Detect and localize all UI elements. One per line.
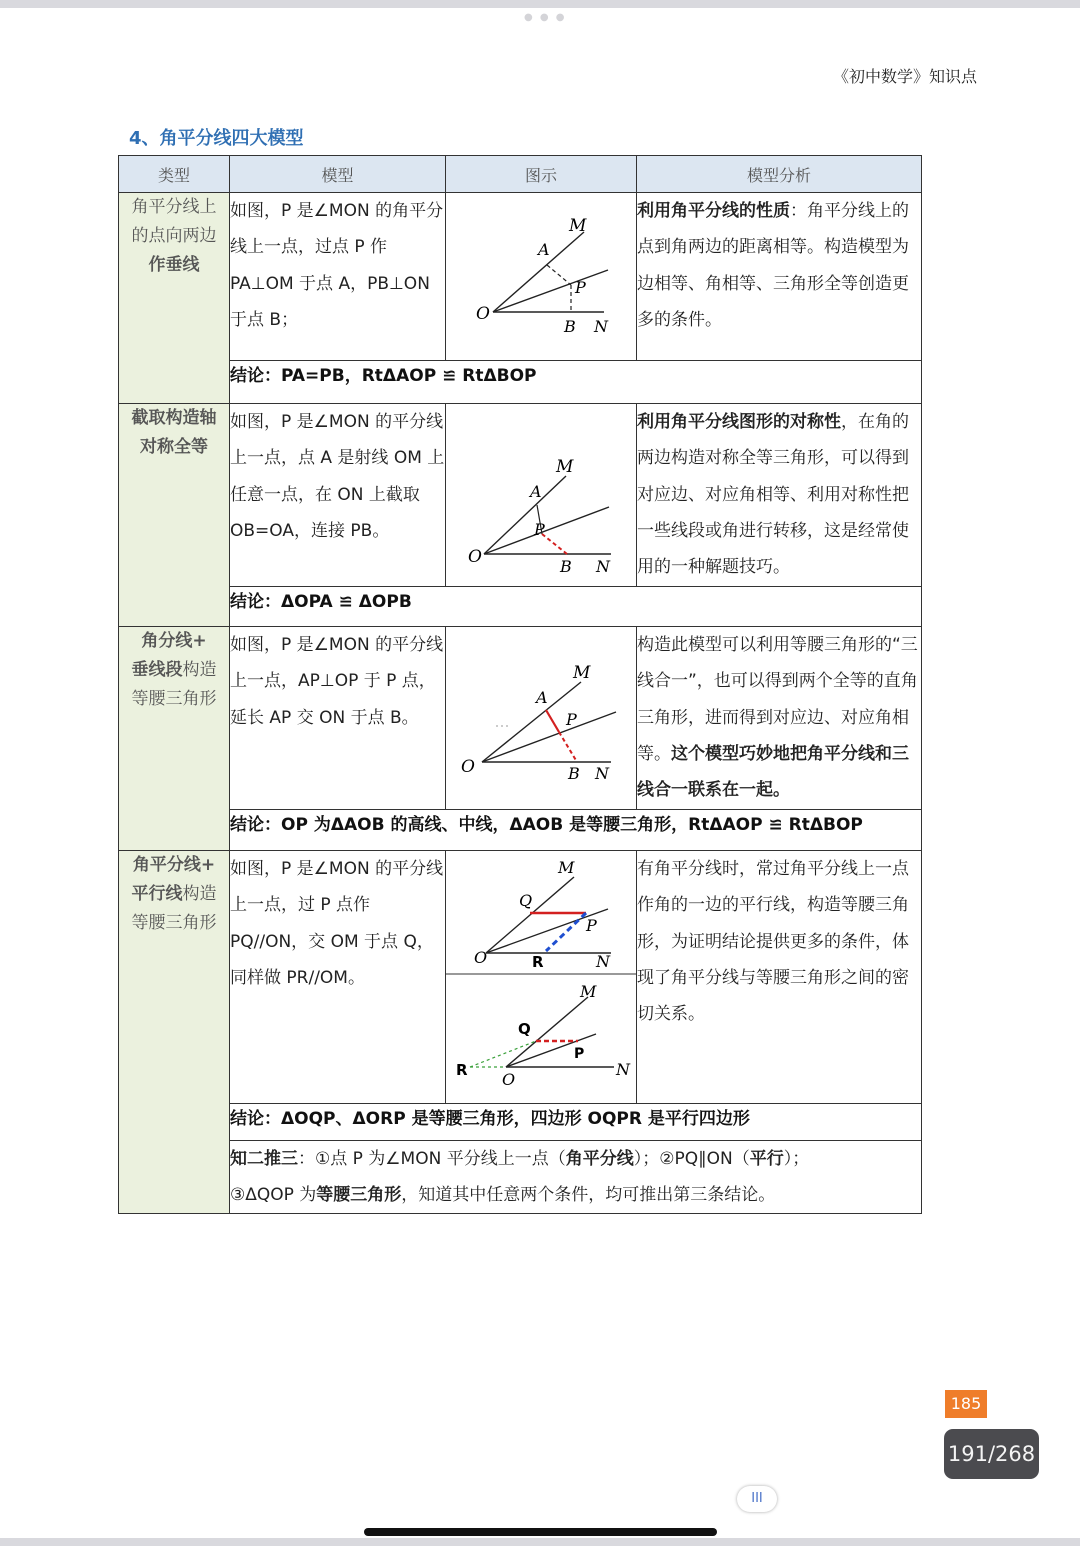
row4-bottom-label-r: R: [456, 1061, 468, 1079]
row3-diagram: [446, 627, 636, 802]
menu-icon[interactable]: III: [737, 1486, 777, 1512]
table-row: [119, 404, 922, 587]
model-table: [118, 155, 922, 1214]
home-indicator[interactable]: [364, 1528, 717, 1536]
row1-model: 如图，P 是∠MON 的角平分线上一点，过点 P 作 PA⊥OM 于点 A，PB⊥ON 于点 B；: [230, 193, 446, 361]
summary-row: [119, 1141, 922, 1214]
row3-figure: [446, 627, 637, 810]
row2-label-o: O: [468, 547, 482, 567]
row2-type: [119, 404, 230, 627]
row4-bottom-label-p: P: [574, 1046, 585, 1062]
row4-type: [119, 851, 230, 1214]
table-row: [119, 851, 922, 1104]
row2-conclusion: 结论：ΔOPA ≌ ΔOPB: [230, 587, 922, 627]
row3-label-n: N: [595, 764, 609, 783]
summary-bold-1: 角平分线: [565, 1149, 634, 1169]
row1-type: [119, 193, 230, 404]
summary-text-5: ，知道其中任意两个条件，均可推出第三条结论。: [401, 1185, 776, 1205]
row3-label-a: A: [536, 688, 548, 707]
row3-analysis-plain: 构造此模型可以利用等腰三角形的“三线合一”，也可以得到两个全等的直角三角形，进而得到对应边、对应角相等。: [637, 635, 918, 764]
row1-analysis: [637, 193, 922, 361]
row4-type-bold2: 平行线: [131, 884, 183, 904]
book-title: 《初中数学》知识点: [832, 67, 977, 86]
row2-analysis: [637, 404, 922, 587]
row1-analysis-plain: ：角平分线上的点到角两边的距离相等。构造模型为 边相等、角相等、三角形全等创造更多的条件。: [637, 201, 909, 330]
row2-figure: [446, 404, 637, 587]
row2-label-p: P: [534, 520, 545, 539]
row2-label-b: B: [560, 557, 572, 576]
row4-bottom-label-m: M: [580, 982, 597, 1001]
summary-text-4: ③ΔQOP 为: [230, 1185, 317, 1205]
row4-top-label-p: P: [586, 916, 597, 935]
row1-diagram: [446, 193, 636, 353]
row1-figure: [446, 193, 637, 361]
row1-label-p: P: [575, 278, 586, 297]
row3-model: 如图，P 是∠MON 的平分线上一点，AP⊥OP 于 P 点，延长 AP 交 ON 于点 B。: [230, 627, 446, 810]
row4-top-label-m: M: [558, 858, 575, 877]
row1-analysis-bold: 利用角平分线的性质: [637, 201, 790, 221]
header-figure: 图示: [446, 156, 637, 193]
row4-analysis: 有角平分线时，常过角平分线上一点作角的一边的平行线，构造等腰三角形，为证明结论提供更多的条件，体现了角平分线与等腰三角形之间的密切关系。: [637, 851, 922, 1104]
row3-type-plain: 构造等腰三角形: [131, 660, 217, 709]
row3-label-m: M: [573, 663, 591, 683]
summary-text-1: ：①点 P 为∠MON 平分线上一点（: [298, 1149, 566, 1169]
table-row: [119, 627, 922, 810]
row3-analysis-bold: 这个模型巧妙地把角平分线和三线合一联系在一起。: [637, 743, 909, 801]
row4-top-label-n: N: [596, 952, 610, 971]
header-type: 类型: [119, 156, 230, 193]
row4-diagram: [446, 851, 636, 1103]
row4-top-label-r: R: [532, 953, 544, 971]
row3-analysis: [637, 627, 922, 810]
top-status-bar: [0, 0, 1080, 8]
row2-model: 如图，P 是∠MON 的平分线上一点，点 A 是射线 OM 上任意一点，在 ON 上截取 OB=OA，连接 PB。: [230, 404, 446, 587]
table-header-row: [119, 156, 922, 193]
row3-label-p: P: [566, 710, 577, 729]
row4-bottom-label-o: O: [502, 1070, 516, 1089]
row1-label-o: O: [476, 304, 490, 324]
row1-type-plain: 角平分线上的点向两边: [131, 197, 217, 246]
row2-label-m: M: [556, 457, 574, 477]
row1-type-bold: 作垂线: [148, 255, 200, 275]
row3-type-bold2: 垂线段: [131, 660, 183, 680]
summary-cell: [230, 1141, 922, 1214]
row4-model: 如图，P 是∠MON 的平分线上一点，过 P 点作 PQ//ON，交 OM 于点 Q，同样做 PR//OM。: [230, 851, 446, 1104]
row3-label-b: B: [568, 764, 580, 783]
row1-conclusion: 结论：PA=PB，RtΔAOP ≌ RtΔBOP: [230, 361, 922, 404]
row2-diagram: [446, 404, 636, 579]
conclusion-row: [119, 810, 922, 851]
row2-label-n: N: [596, 557, 610, 576]
row1-label-b: B: [564, 317, 576, 336]
bottom-bar: [0, 1538, 1080, 1546]
row4-figure: [446, 851, 637, 1104]
row3-conclusion: 结论：OP 为ΔAOB 的高线、中线，ΔAOB 是等腰三角形，RtΔAOP ≌ RtΔBOP: [230, 810, 922, 851]
table-row: [119, 193, 922, 361]
row4-type-bold: 角平分线+: [132, 855, 216, 875]
row4-bottom-label-q: Q: [518, 1020, 531, 1038]
row3-label-o: O: [461, 757, 475, 777]
row1-label-m: M: [569, 216, 587, 236]
section-title: 4、角平分线四大模型: [129, 128, 304, 149]
conclusion-row: [119, 361, 922, 404]
page-number-badge: 185: [945, 1390, 987, 1418]
row2-label-a: A: [530, 482, 542, 501]
summary-text-3: ）；: [783, 1149, 810, 1169]
summary-bold-3: 等腰三角形: [316, 1185, 402, 1205]
header-analysis: 模型分析: [637, 156, 922, 193]
row2-type-bold: 截取构造轴对称全等: [131, 408, 217, 457]
header-model: 模型: [230, 156, 446, 193]
row1-label-a: A: [538, 240, 550, 259]
page-counter[interactable]: 191/268: [944, 1429, 1039, 1479]
row4-conclusion: 结论：ΔOQP、ΔORP 是等腰三角形，四边形 OQPR 是平行四边形: [230, 1104, 922, 1141]
row4-bottom-label-n: N: [616, 1060, 630, 1079]
summary-lead: 知二推三: [230, 1149, 298, 1169]
row3-type: [119, 627, 230, 851]
row1-label-n: N: [594, 317, 608, 336]
summary-text-2: ）；②PQ∥ON（: [633, 1149, 750, 1169]
window-dots: ● ● ●: [524, 12, 567, 23]
row4-top-label-q: Q: [519, 891, 533, 910]
summary-bold-2: 平行: [749, 1149, 784, 1169]
row2-analysis-bold: 利用角平分线图形的对称性: [637, 412, 841, 432]
row2-analysis-plain: ，在角的两边构造对称全等三角形，可以得到对应边、对应角相等、利用对称性把一些线段或角进行转移，这是经常使用的一种解题技巧。: [637, 412, 909, 578]
row4-top-label-o: O: [474, 948, 488, 967]
conclusion-row: [119, 587, 922, 627]
row3-type-bold: 角分线+: [141, 631, 207, 651]
conclusion-row: [119, 1104, 922, 1141]
row4-type-plain: 构造等腰三角形: [131, 884, 217, 933]
